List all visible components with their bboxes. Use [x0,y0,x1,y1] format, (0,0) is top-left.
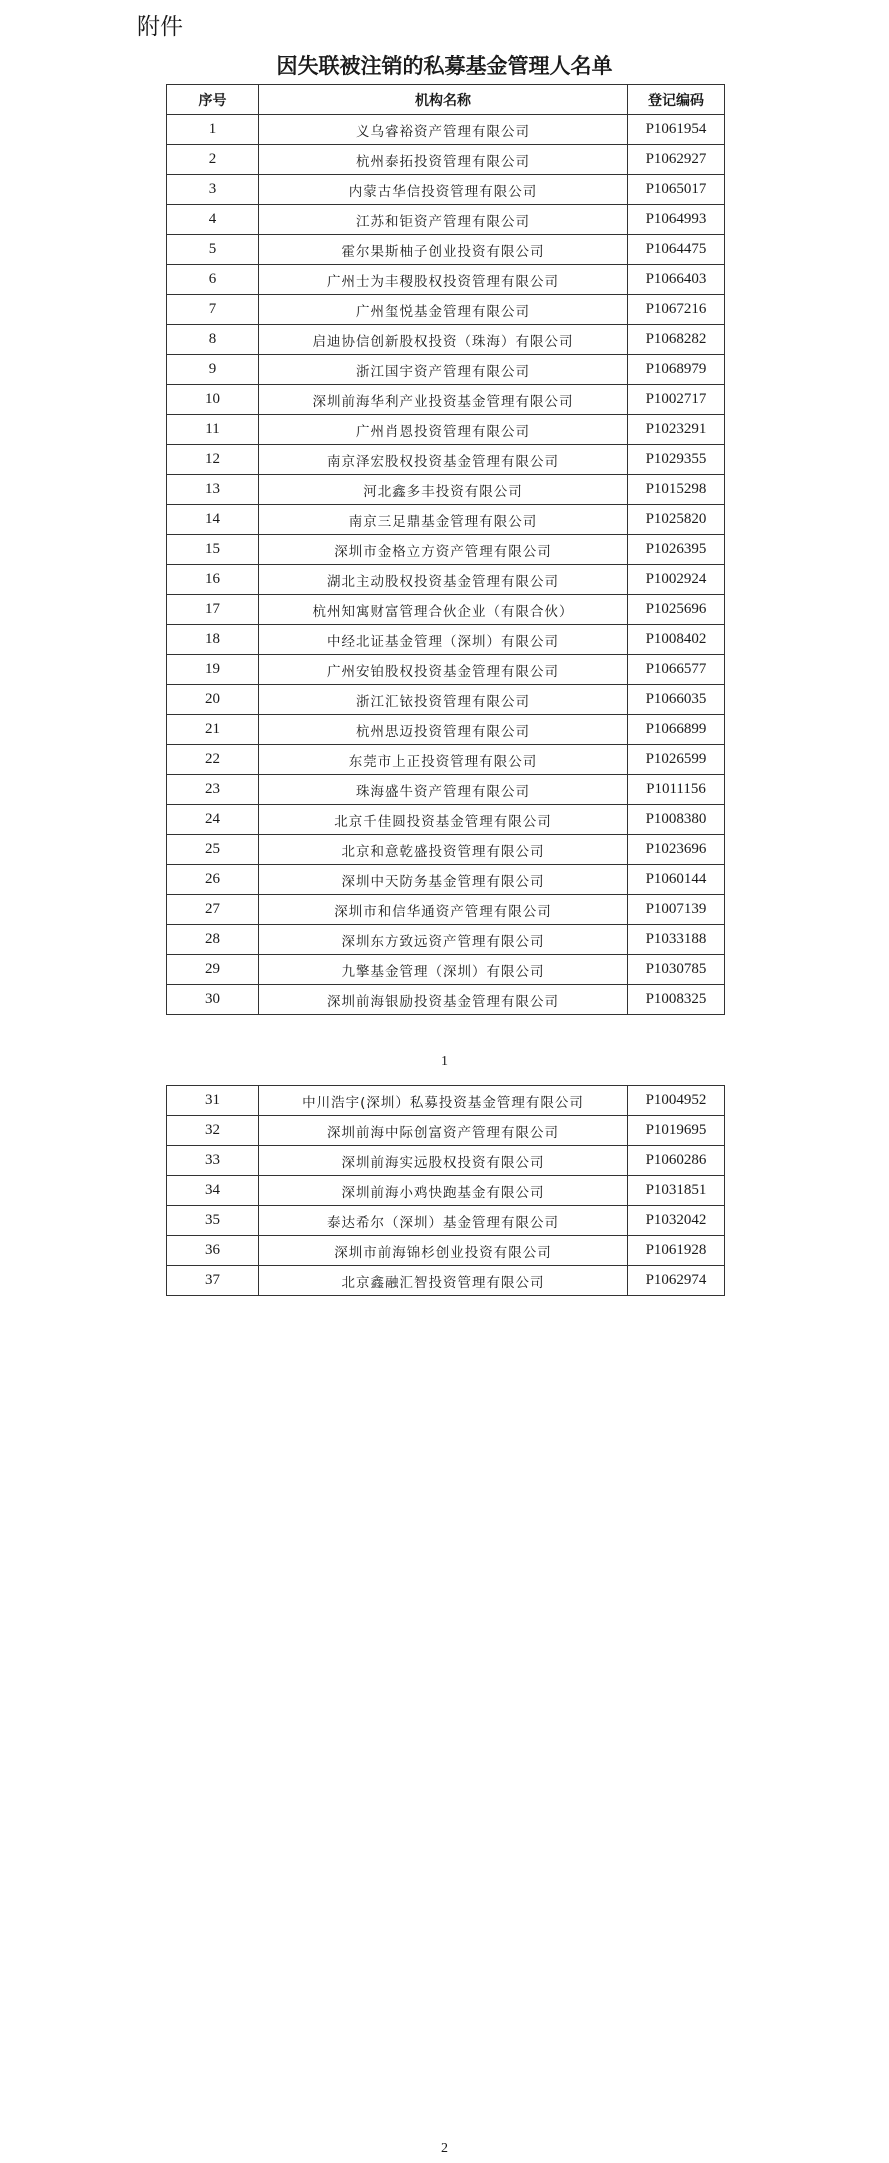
institution-name-cell: 深圳前海华利产业投资基金管理有限公司 [259,385,628,415]
registration-code-cell: P1066035 [628,685,725,715]
table-row [167,625,725,655]
table-row [167,235,725,265]
serial-cell: 31 [167,1086,259,1116]
serial-cell: 18 [167,625,259,655]
institution-name-cell: 东莞市上正投资管理有限公司 [259,745,628,775]
table-row [167,445,725,475]
institution-name-cell: 杭州泰拓投资管理有限公司 [259,145,628,175]
registration-code-cell: P1029355 [628,445,725,475]
serial-cell: 14 [167,505,259,535]
serial-cell: 4 [167,205,259,235]
institution-name-cell: 南京泽宏股权投资基金管理有限公司 [259,445,628,475]
serial-cell: 3 [167,175,259,205]
table-row [167,1086,725,1116]
header-institution: 机构名称 [259,85,628,115]
registration-code-cell: P1067216 [628,295,725,325]
registration-code-cell: P1002717 [628,385,725,415]
institution-name-cell: 义乌睿裕资产管理有限公司 [259,115,628,145]
table-row [167,745,725,775]
registration-code-cell: P1008402 [628,625,725,655]
institution-name-cell: 深圳前海实远股权投资有限公司 [259,1146,628,1176]
institution-name-cell: 珠海盛牛资产管理有限公司 [259,775,628,805]
institution-name-cell: 启迪协信创新股权投资（珠海）有限公司 [259,325,628,355]
registration-code-cell: P1011156 [628,775,725,805]
table-header-row [167,85,725,115]
table-row [167,505,725,535]
registration-code-cell: P1032042 [628,1206,725,1236]
serial-cell: 27 [167,895,259,925]
attachment-label: 附件 [137,14,183,40]
table-row [167,1116,725,1146]
serial-cell: 28 [167,925,259,955]
serial-cell: 10 [167,385,259,415]
institution-name-cell: 浙江国宇资产管理有限公司 [259,355,628,385]
table-row [167,205,725,235]
serial-cell: 22 [167,745,259,775]
page-number: 2 [441,2141,448,2156]
institution-name-cell: 泰达希尔（深圳）基金管理有限公司 [259,1206,628,1236]
institution-name-cell: 北京千佳圆投资基金管理有限公司 [259,805,628,835]
institution-name-cell: 深圳前海中际创富资产管理有限公司 [259,1116,628,1146]
institution-name-cell: 内蒙古华信投资管理有限公司 [259,175,628,205]
institution-name-cell: 九擎基金管理（深圳）有限公司 [259,955,628,985]
institution-name-cell: 北京鑫融汇智投资管理有限公司 [259,1266,628,1296]
institution-name-cell: 浙江汇铱投资管理有限公司 [259,685,628,715]
table-row [167,115,725,145]
table-row [167,925,725,955]
serial-cell: 2 [167,145,259,175]
registration-code-cell: P1062974 [628,1266,725,1296]
institution-name-cell: 深圳市金格立方资产管理有限公司 [259,535,628,565]
serial-cell: 20 [167,685,259,715]
institution-name-cell: 湖北主动股权投资基金管理有限公司 [259,565,628,595]
registration-code-cell: P1008325 [628,985,725,1015]
manager-table-page-1 [166,84,725,1015]
table-row [167,415,725,445]
institution-name-cell: 深圳中天防务基金管理有限公司 [259,865,628,895]
serial-cell: 35 [167,1206,259,1236]
registration-code-cell: P1064475 [628,235,725,265]
institution-name-cell: 南京三足鼎基金管理有限公司 [259,505,628,535]
registration-code-cell: P1066403 [628,265,725,295]
serial-cell: 13 [167,475,259,505]
institution-name-cell: 中川浩宇(深圳）私募投资基金管理有限公司 [259,1086,628,1116]
institution-name-cell: 中经北证基金管理（深圳）有限公司 [259,625,628,655]
serial-cell: 9 [167,355,259,385]
serial-cell: 7 [167,295,259,325]
serial-cell: 6 [167,265,259,295]
registration-code-cell: P1068282 [628,325,725,355]
table-row [167,1236,725,1266]
table-row [167,145,725,175]
table-row [167,865,725,895]
registration-code-cell: P1002924 [628,565,725,595]
institution-name-cell: 深圳前海银励投资基金管理有限公司 [259,985,628,1015]
registration-code-cell: P1061928 [628,1236,725,1266]
page-number: 1 [441,1054,448,1069]
registration-code-cell: P1068979 [628,355,725,385]
table-row [167,985,725,1015]
serial-cell: 30 [167,985,259,1015]
table-row [167,1206,725,1236]
table-row [167,895,725,925]
serial-cell: 15 [167,535,259,565]
table-row [167,355,725,385]
table-row [167,835,725,865]
serial-cell: 21 [167,715,259,745]
table-row [167,685,725,715]
header-serial: 序号 [167,85,259,115]
serial-cell: 29 [167,955,259,985]
registration-code-cell: P1019695 [628,1116,725,1146]
institution-name-cell: 深圳市前海锦杉创业投资有限公司 [259,1236,628,1266]
institution-name-cell: 江苏和钜资产管理有限公司 [259,205,628,235]
table-row [167,565,725,595]
registration-code-cell: P1031851 [628,1176,725,1206]
table-row [167,1146,725,1176]
table-row [167,325,725,355]
serial-cell: 17 [167,595,259,625]
table-row [167,805,725,835]
registration-code-cell: P1008380 [628,805,725,835]
serial-cell: 25 [167,835,259,865]
registration-code-cell: P1023291 [628,415,725,445]
serial-cell: 33 [167,1146,259,1176]
table-row [167,535,725,565]
registration-code-cell: P1015298 [628,475,725,505]
serial-cell: 32 [167,1116,259,1146]
registration-code-cell: P1066577 [628,655,725,685]
serial-cell: 24 [167,805,259,835]
registration-code-cell: P1025820 [628,505,725,535]
table-row [167,175,725,205]
serial-cell: 23 [167,775,259,805]
table-row [167,385,725,415]
header-registration-code: 登记编码 [628,85,725,115]
table-row [167,475,725,505]
registration-code-cell: P1066899 [628,715,725,745]
institution-name-cell: 杭州知寓财富管理合伙企业（有限合伙） [259,595,628,625]
table-row [167,1266,725,1296]
serial-cell: 19 [167,655,259,685]
registration-code-cell: P1033188 [628,925,725,955]
registration-code-cell: P1060286 [628,1146,725,1176]
registration-code-cell: P1007139 [628,895,725,925]
table-row [167,295,725,325]
serial-cell: 36 [167,1236,259,1266]
serial-cell: 5 [167,235,259,265]
registration-code-cell: P1026395 [628,535,725,565]
institution-name-cell: 深圳市和信华通资产管理有限公司 [259,895,628,925]
serial-cell: 37 [167,1266,259,1296]
serial-cell: 12 [167,445,259,475]
registration-code-cell: P1023696 [628,835,725,865]
table-row [167,715,725,745]
serial-cell: 8 [167,325,259,355]
document-title: 因失联被注销的私募基金管理人名单 [276,54,613,78]
institution-name-cell: 深圳前海小鸡快跑基金有限公司 [259,1176,628,1206]
institution-name-cell: 杭州思迈投资管理有限公司 [259,715,628,745]
institution-name-cell: 广州士为丰稷股权投资管理有限公司 [259,265,628,295]
registration-code-cell: P1025696 [628,595,725,625]
serial-cell: 34 [167,1176,259,1206]
registration-code-cell: P1065017 [628,175,725,205]
serial-cell: 16 [167,565,259,595]
serial-cell: 26 [167,865,259,895]
registration-code-cell: P1026599 [628,745,725,775]
registration-code-cell: P1061954 [628,115,725,145]
institution-name-cell: 广州肖恩投资管理有限公司 [259,415,628,445]
registration-code-cell: P1004952 [628,1086,725,1116]
institution-name-cell: 广州安铂股权投资基金管理有限公司 [259,655,628,685]
table-row [167,775,725,805]
registration-code-cell: P1030785 [628,955,725,985]
table-row [167,955,725,985]
institution-name-cell: 霍尔果斯柚子创业投资有限公司 [259,235,628,265]
manager-table-page-2 [166,1085,725,1296]
institution-name-cell: 深圳东方致远资产管理有限公司 [259,925,628,955]
table-row [167,1176,725,1206]
registration-code-cell: P1060144 [628,865,725,895]
registration-code-cell: P1064993 [628,205,725,235]
institution-name-cell: 广州玺悦基金管理有限公司 [259,295,628,325]
table-row [167,595,725,625]
table-row [167,265,725,295]
serial-cell: 1 [167,115,259,145]
registration-code-cell: P1062927 [628,145,725,175]
institution-name-cell: 北京和意乾盛投资管理有限公司 [259,835,628,865]
serial-cell: 11 [167,415,259,445]
table-row [167,655,725,685]
institution-name-cell: 河北鑫多丰投资有限公司 [259,475,628,505]
